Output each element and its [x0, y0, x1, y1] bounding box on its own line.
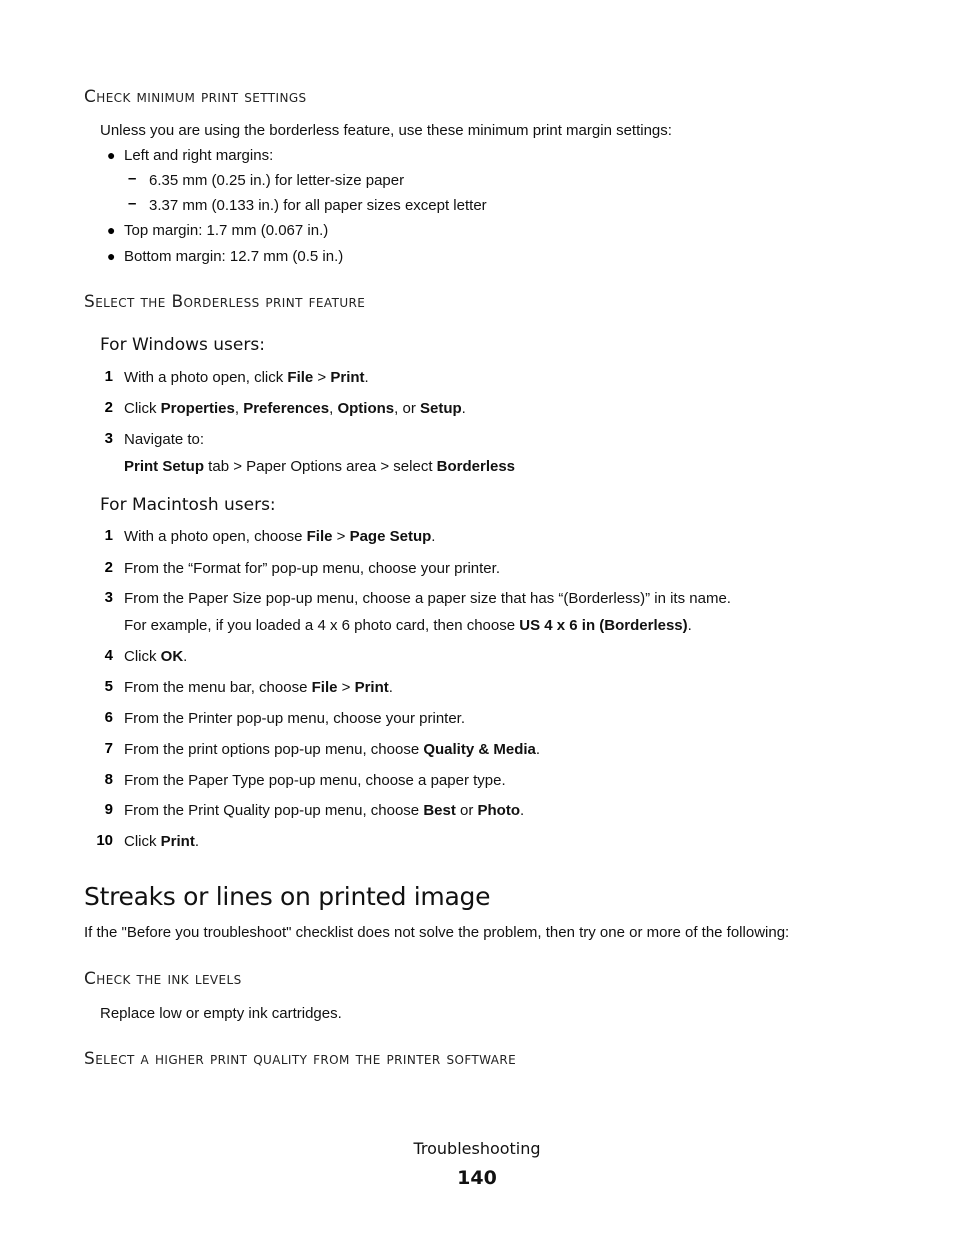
list-item: 3.37 mm (0.133 in.) for all paper sizes except letter: [149, 197, 487, 214]
step-number: 3: [104, 430, 113, 447]
step-number: 3: [104, 589, 113, 606]
step-text: With a photo open, choose File > Page Setup.: [124, 528, 436, 545]
step-text: Click Properties, Preferences, Options, or Setup.: [124, 400, 466, 417]
step-text: With a photo open, click File > Print.: [124, 369, 369, 386]
step-text: From the print options pop-up menu, choose Quality & Media.: [124, 741, 541, 758]
step-number: 2: [104, 559, 113, 576]
list-item: Top margin: 1.7 mm (0.067 in.): [124, 222, 329, 239]
step-text: From the Paper Type pop-up menu, choose a paper type.: [124, 772, 506, 789]
page-section-title: Streaks or lines on printed image: [84, 882, 491, 911]
step-number: 7: [104, 740, 113, 757]
step-text: From the Print Quality pop-up menu, choose Best or Photo.: [124, 802, 525, 819]
step-number: 6: [104, 709, 113, 726]
step-detail: For example, if you loaded a 4 x 6 photo card, then choose US 4 x 6 in (Borderless).: [124, 617, 692, 634]
subheading-windows: For Windows users:: [100, 335, 265, 355]
intro-text: If the "Before you troubleshoot" checklist does not solve the problem, then try one or more of the following:: [84, 924, 790, 941]
list-item: Bottom margin: 12.7 mm (0.5 in.): [124, 248, 344, 265]
footer-chapter-label: Troubleshooting: [413, 1139, 541, 1158]
page-number: 140: [457, 1167, 497, 1189]
step-number: 9: [104, 801, 113, 818]
dash-icon: –: [128, 195, 137, 212]
intro-text: Unless you are using the borderless feature, use these minimum print margin settings:: [100, 122, 672, 139]
step-text: Click OK.: [124, 648, 188, 665]
step-number: 1: [104, 527, 113, 544]
step-text: Click Print.: [124, 833, 200, 850]
list-item: Left and right margins:: [124, 147, 274, 164]
list-item: 6.35 mm (0.25 in.) for letter-size paper: [149, 172, 405, 189]
step-number: 2: [104, 399, 113, 416]
section-heading-print-quality: Select a higher print quality from the printer software: [84, 1049, 517, 1069]
step-number: 8: [104, 771, 113, 788]
bullet-icon: ●: [107, 222, 116, 238]
bullet-icon: ●: [107, 147, 116, 163]
section-heading-check-minimum: Check minimum print settings: [84, 87, 307, 107]
body-text: Replace low or empty ink cartridges.: [100, 1005, 342, 1022]
step-number: 10: [96, 832, 113, 849]
step-detail: Print Setup tab > Paper Options area > select Borderless: [124, 458, 516, 475]
step-number: 4: [104, 647, 113, 664]
dash-icon: –: [128, 170, 137, 187]
step-text: From the “Format for” pop-up menu, choose your printer.: [124, 560, 500, 577]
step-text: From the Printer pop-up menu, choose your printer.: [124, 710, 466, 727]
section-heading-borderless: Select the Borderless print feature: [84, 292, 366, 312]
bullet-icon: ●: [107, 248, 116, 264]
step-text: Navigate to:: [124, 431, 205, 448]
step-number: 1: [104, 368, 113, 385]
step-number: 5: [104, 678, 113, 695]
step-text: From the menu bar, choose File > Print.: [124, 679, 393, 696]
subheading-macintosh: For Macintosh users:: [100, 495, 276, 515]
step-text: From the Paper Size pop-up menu, choose a paper size that has “(Borderless)” in its name.: [124, 590, 731, 607]
section-heading-ink-levels: Check the ink levels: [84, 969, 242, 989]
